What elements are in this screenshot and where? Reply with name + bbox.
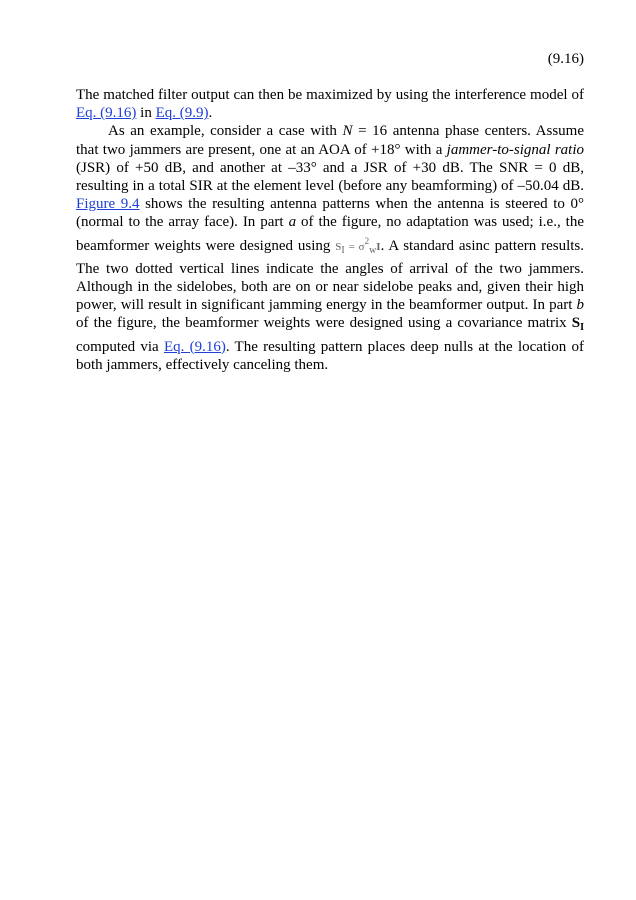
p1-text-2: in — [136, 105, 156, 122]
p1-text-3: . — [208, 105, 213, 122]
eq-s: S — [335, 240, 342, 253]
p2-text-8: computed via — [76, 338, 164, 355]
paragraph-1 — [76, 86, 584, 122]
eq-sigma-sup: 2 — [364, 235, 370, 246]
covariance-matrix-symbol: S — [571, 315, 581, 332]
eq-s-sub: I — [341, 244, 345, 256]
p2-text-5: of the figure, no adaptation was used; i.e., the beamformer weights were designed using — [76, 214, 584, 254]
inline-equation — [335, 235, 381, 256]
figure-9-4-link[interactable]: Figure 9.4 — [76, 196, 140, 213]
p2-text-9: . The resulting pattern places deep nulls at the location of both jammers, effectively canceling them. — [76, 338, 584, 373]
eq-equals: = σ — [344, 240, 365, 253]
p2-text-2: = 16 antenna phase centers. Assume that two jammers are present, one at an AOA of +18° with a — [76, 123, 584, 158]
eq-9-16-link-2[interactable]: Eq. (9.16) — [163, 338, 226, 355]
paragraph-2 — [76, 122, 584, 374]
p2-text-7: of the figure, the beamformer weights were designed using a covariance matrix — [76, 315, 572, 332]
p1-text-1: The matched filter output can then be maximized by using the interference model of — [76, 87, 584, 103]
body-text — [76, 86, 584, 374]
part-b-label: b — [576, 297, 584, 314]
part-a-label: a — [288, 214, 297, 231]
eq-sigma-sub: w — [369, 244, 377, 256]
eq-9-9-link[interactable]: Eq. (9.9) — [155, 105, 209, 122]
eq-9-16-link[interactable]: Eq. (9.16) — [76, 105, 137, 122]
p2-text-6: . A standard asinc pattern results. The two dotted vertical lines indicate the angles of arrival of the two jammers. Although in the sidelobes, both are on or near sidelobe peaks and, given their high power, will result in significant jamming energy in the beamformer output. In part — [76, 237, 584, 314]
p2-text-1: As an example, consider a case with — [108, 123, 343, 140]
p2-text-4: shows the resulting antenna patterns when the antenna is steered to 0° (normal to the array face). In part — [76, 196, 584, 231]
eq-identity: I — [376, 240, 381, 253]
p2-text-3: (JSR) of +50 dB, and another at –33° and a JSR of +30 dB. The SNR = 0 dB, resulting in a total SIR at the element level (before any beamforming) of –50.04 dB. — [76, 159, 584, 195]
var-n: N — [342, 123, 353, 140]
covariance-matrix-sub: I — [580, 322, 584, 334]
jsr-term: jammer-to-signal ratio — [446, 141, 585, 158]
equation-number: (9.16) — [547, 51, 584, 67]
